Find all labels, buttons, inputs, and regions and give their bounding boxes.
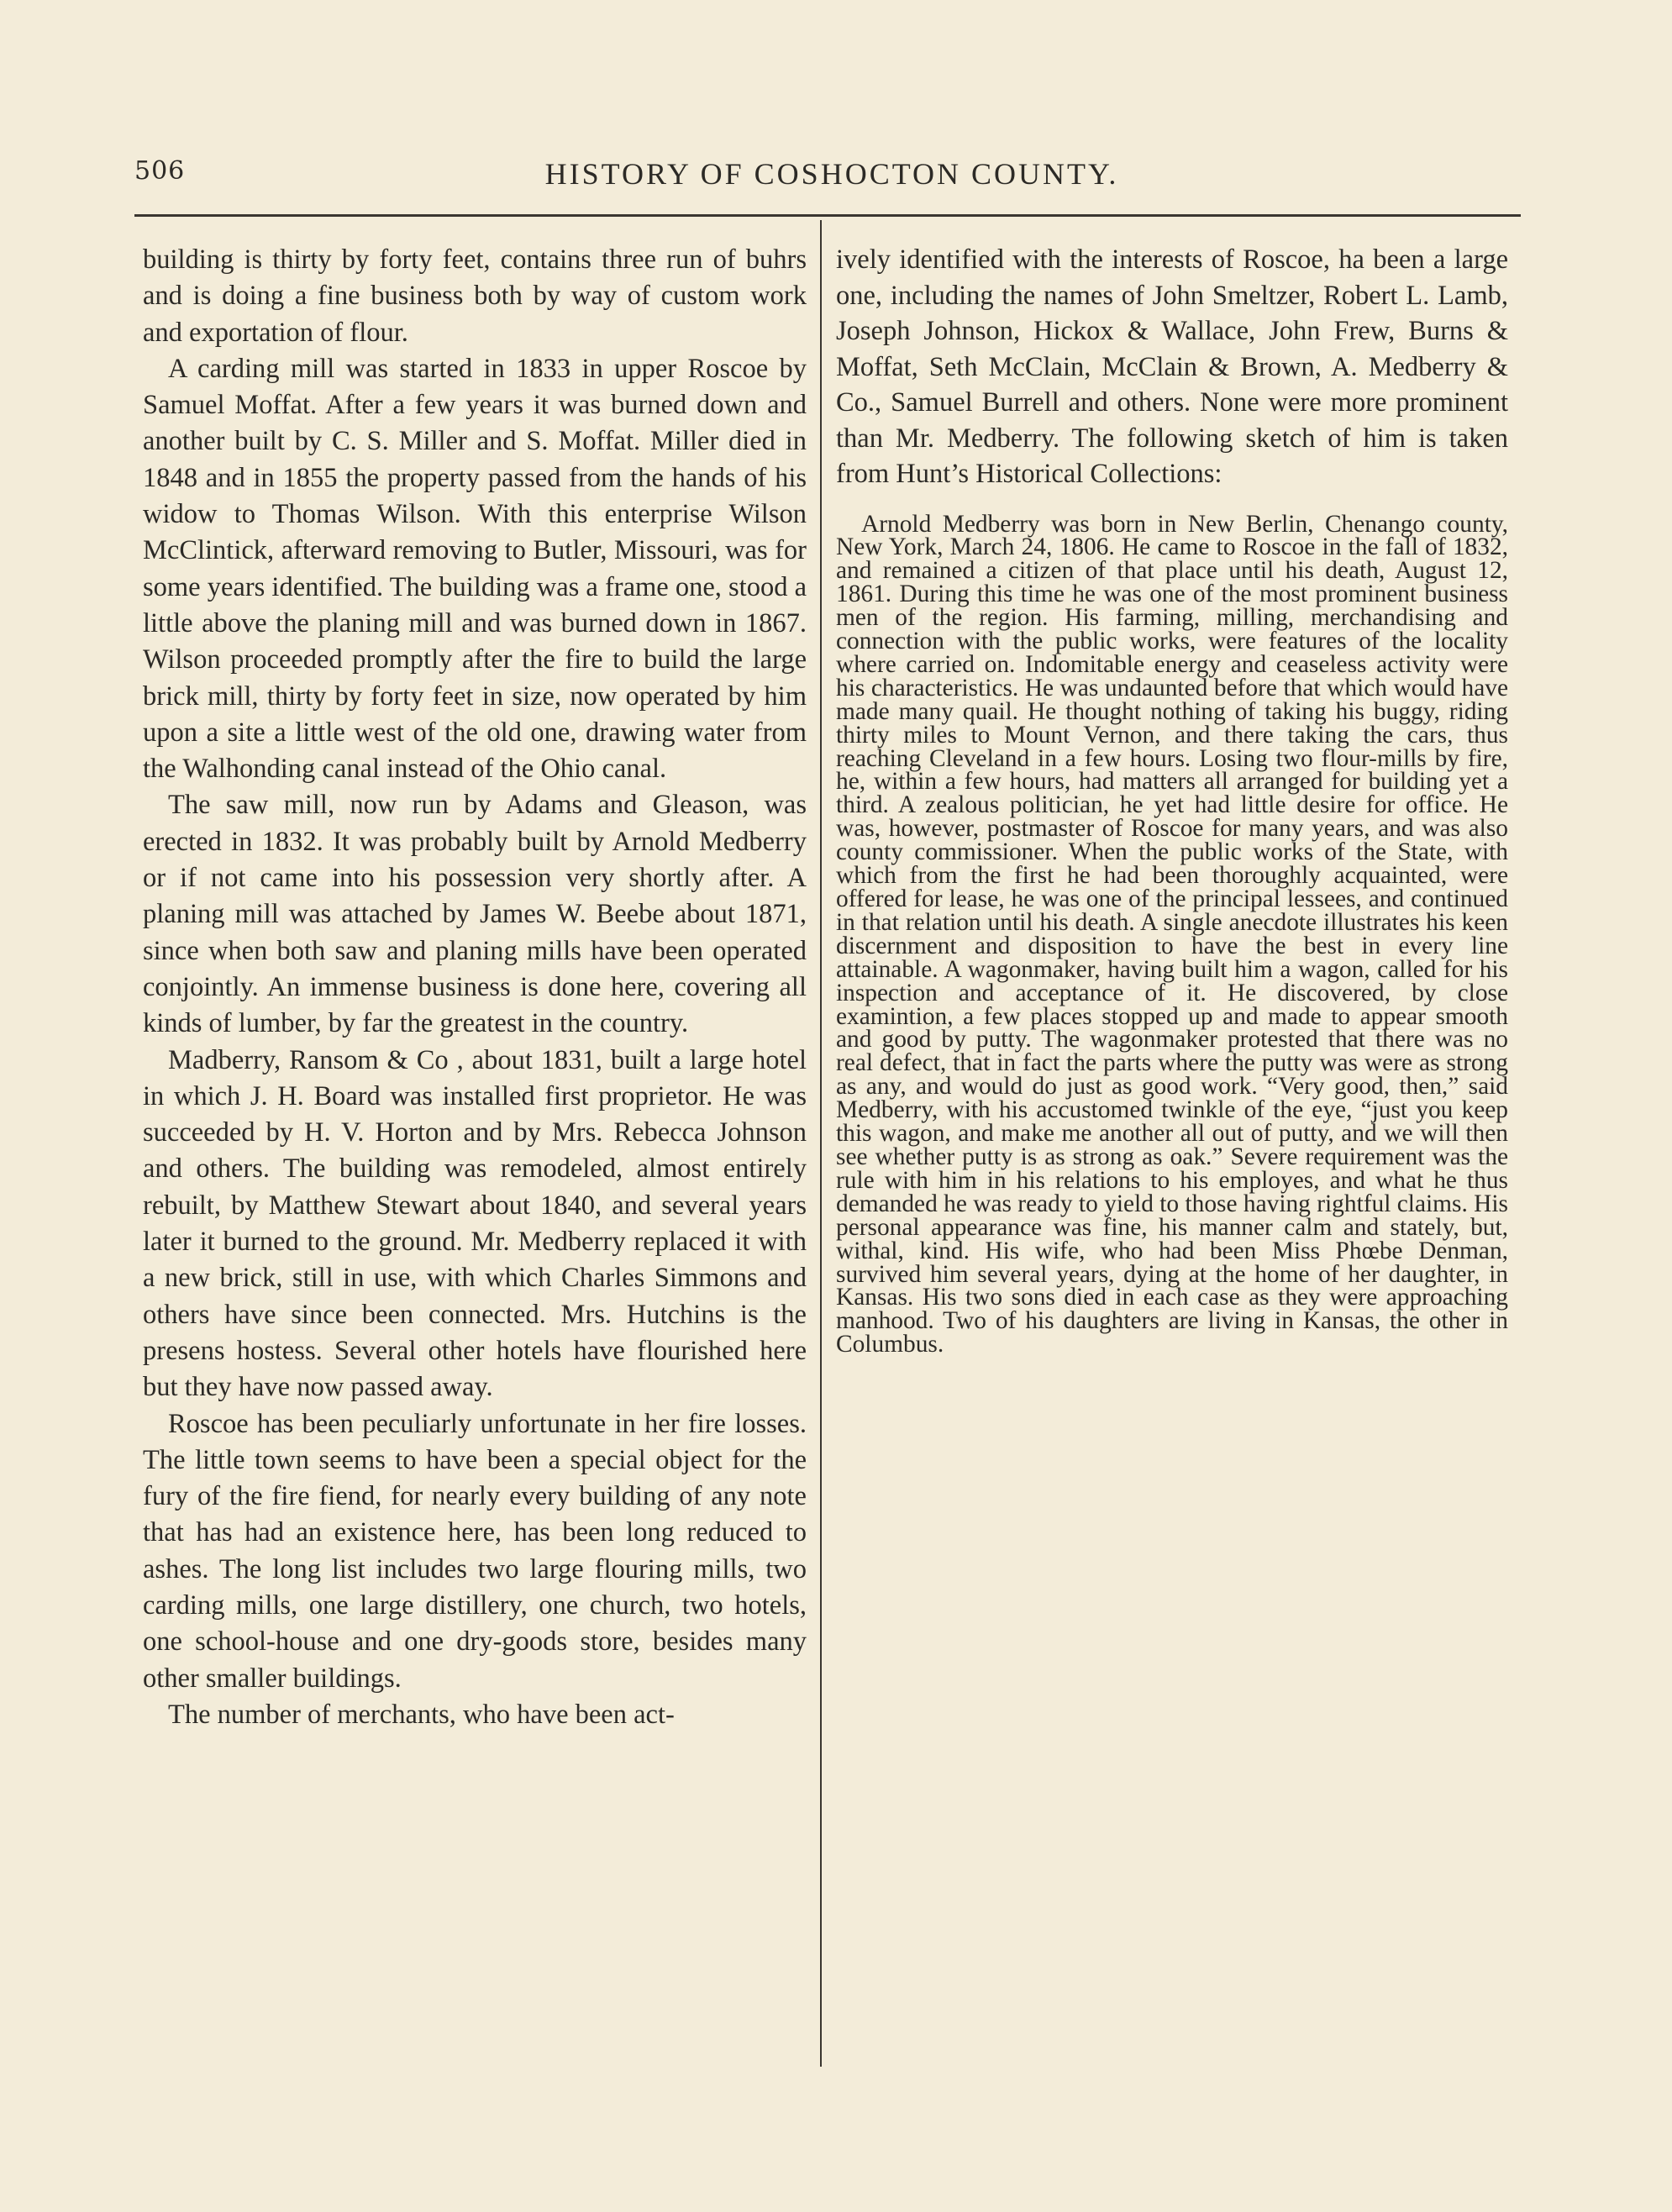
paragraph-merchants: The number of merchants, who have been act- <box>168 1699 675 1730</box>
running-head: HISTORY OF COSHOCTON COUNTY. <box>544 157 1119 191</box>
paragraph-mill-building: building is thirty by forty feet, contains three run of buhrs and is doing a fine business both by way of custom work and exportation of flour. <box>143 244 807 348</box>
paragraph-merchants-continued: ively identified with the interests of Roscoe, ha been a large one, including the names of John Smeltzer, Robert L. Lamb, Joseph Johnson, Hickox & Wallace, John Frew, Burns & Moffat, Seth McClain, McClain & Brown, A. Medberry & Co., Samuel Burrell and others. None were more prominent than Mr. Medberry. The following sketch of him is taken from Hunt’s Historical Collections: <box>836 244 1508 489</box>
right-column <box>836 242 1508 1357</box>
page-header <box>134 156 1529 197</box>
paragraph-hotel: Madberry, Ransom & Co , about 1831, built a large hotel in which J. H. Board was installed first proprietor. He was succeeded by H. V. Horton and by Mrs. Rebecca Johnson and others. The building was remodeled, almost entirely rebuilt, by Matthew Stewart about 1840, and several years later it burned to the ground. Mr. Medberry replaced it with a new brick, still in use, with which Charles Simmons and others have since been connected. Mrs. Hutchins is the presens hostess. Several other hotels have flourished here but they have now passed away. <box>143 1044 807 1403</box>
medberry-biography-extract: Arnold Medberry was born in New Berlin, Chenango county, New York, March 24, 1806. He came to Roscoe in the fall of 1832, and remained a citizen of that place until his death, August 12, 1861. During this time he was one of the most prominent business men of the region. His farming, milling, merchandising and connection with the public works, were features of the locality where carried on. Indomitable energy and ceaseless activity were his characteristics. He was undaunted before that which would have made many quail. He thought nothing of taking his buggy, riding thirty miles to Mount Vernon, and there taking the cars, thus reaching Cleveland in a few hours. Losing two flour-mills by fire, he, within a few hours, had matters all arranged for building yet a third. A zealous politician, he yet had little desire for office. He was, however, postmaster of Roscoe for many years, and was also county commissioner. When the public works of the State, with which from the first he had been thoroughly acquainted, were offered for lease, he was one of the principal lessees, and continued in that relation until his death. A single anecdote illustrates his keen discernment and disposition to have the best in every line attainable. A wagonmaker, having built him a wagon, called for his inspection and acceptance of it. He discovered, by close examintion, a few places stopped up and made to appear smooth and good by putty. The wagonmaker protested that there was no real defect, that in fact the parts where the putty was were as strong as any, and would do just as good work. “Very good, then,” said Medberry, with his accustomed twinkle of the eye, “just you keep this wagon, and make me another all out of putty, and we will then see whether putty is as strong as oak.” Severe requirement was the rule with him in his relations to his employes, and what he thus demanded he was ready to yield to those having rightful claims. His personal appearance was fine, his manner calm and stately, but, withal, kind. His wife, who had been Miss Phœbe Denman, survived him several years, dying at the home of her daughter, in Kansas. His two sons died in each case as they were approaching manhood. Two of his daughters are living in Kansas, the other in Columbus. <box>836 510 1508 1358</box>
page-number: 506 <box>134 156 186 186</box>
paragraph-fire-losses: Roscoe has been peculiarly unfortunate in her fire losses. The little town seems to have been a special object for the fury of the fire fiend, for nearly every building of any note that has had an existence here, has been long reduced to ashes. The long list includes two large flouring mills, two carding mills, one large distillery, one church, two hotels, one school-house and one dry-goods store, besides many other smaller buildings. <box>143 1408 807 1694</box>
left-column <box>143 242 807 1733</box>
column-divider <box>820 220 822 2067</box>
paragraph-carding-mill: A carding mill was started in 1833 in upper Roscoe by Samuel Moffat. After a few years it was burned down and another built by C. S. Miller and S. Moffat. Miller died in 1848 and in 1855 the property passed from the hands of his widow to Thomas Wilson. With this enterprise Wilson McClintick, afterward removing to Butler, Missouri, was for some years identified. The building was a frame one, stood a little above the planing mill and was burned down in 1867. Wilson proceeded promptly after the fire to build the large brick mill, thirty by forty feet in size, now operated by him upon a site a little west of the old one, drawing water from the Walhonding canal instead of the Ohio canal. <box>143 353 807 785</box>
header-rule <box>134 214 1521 217</box>
paragraph-saw-mill: The saw mill, now run by Adams and Gleason, was erected in 1832. It was probably built by Arnold Medberry or if not came into his possession very shortly after. A planing mill was attached by James W. Beebe about 1871, since when both saw and planing mills have been operated conjointly. An immense business is done here, covering all kinds of lumber, by far the greatest in the country. <box>143 790 807 1039</box>
